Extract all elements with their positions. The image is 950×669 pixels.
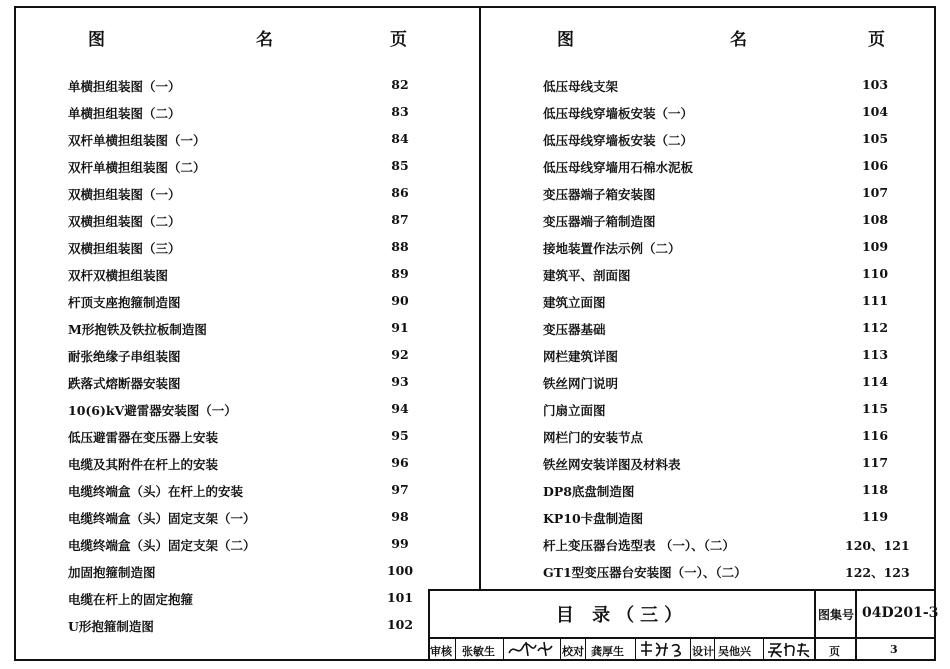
index-row-name: 单横担组装图（二） xyxy=(68,106,181,121)
page-number: 3 xyxy=(890,643,898,656)
review-label: 审核 xyxy=(430,645,452,658)
index-row-page: 88 xyxy=(391,239,409,254)
index-row-name: 低压母线穿墙板安装（一） xyxy=(543,106,694,121)
index-row-page: 117 xyxy=(861,455,889,470)
index-row-name: 耐张绝缘子串组装图 xyxy=(68,349,181,364)
index-row-name: 建筑立面图 xyxy=(543,295,606,310)
cell-sep xyxy=(763,637,764,661)
index-row-name: 双横担组装图（二） xyxy=(68,214,181,229)
index-row-name: 双横担组装图（三） xyxy=(68,241,181,256)
index-row-page: 109 xyxy=(861,239,889,254)
index-row-page: 87 xyxy=(391,212,409,227)
index-row-name: 双杆单横担组装图（一） xyxy=(68,133,206,148)
index-row-page: 100 xyxy=(386,563,414,578)
right-header-ye: 页 xyxy=(868,30,886,50)
atlas-label: 图集号 xyxy=(818,608,855,622)
index-row-name: 跌落式熔断器安装图 xyxy=(68,376,181,391)
index-row-name: U形抱箍制造图 xyxy=(68,619,154,634)
design-signature xyxy=(766,639,812,659)
index-row-page: 108 xyxy=(861,212,889,227)
index-row-name: 10(6)kV避雷器安装图（一） xyxy=(68,403,237,418)
left-header-tu: 图 xyxy=(88,30,106,50)
index-row-name: 低压母线穿墙用石棉水泥板 xyxy=(543,160,694,175)
index-row-page: 98 xyxy=(391,509,409,524)
index-row-page: 95 xyxy=(391,428,409,443)
index-row-name: 变压器端子箱制造图 xyxy=(543,214,656,229)
index-row-name: 低压母线穿墙板安装（二） xyxy=(543,133,694,148)
index-row-name: M形抱铁及铁拉板制造图 xyxy=(68,322,207,337)
review-name: 张敏生 xyxy=(462,645,495,658)
index-row-page: 119 xyxy=(861,509,889,524)
index-row-page: 97 xyxy=(391,482,409,497)
index-row-page: 105 xyxy=(861,131,889,146)
index-row-page: 114 xyxy=(861,374,889,389)
index-row-name: 单横担组装图（一） xyxy=(68,79,181,94)
index-row-name: 双杆双横担组装图 xyxy=(68,268,169,283)
index-row-page: 112 xyxy=(861,320,889,335)
cell-sep xyxy=(560,637,561,661)
check-label: 校对 xyxy=(562,645,584,658)
sheet-title: 目 录（三） xyxy=(555,605,689,626)
index-row-page: 116 xyxy=(861,428,889,443)
index-row-page: 99 xyxy=(391,536,409,551)
index-row-page: 120、121 xyxy=(845,538,910,553)
index-row-name: 电缆及其附件在杆上的安装 xyxy=(68,457,219,472)
index-row-name: 低压母线支架 xyxy=(543,79,619,94)
index-row-name: KP10卡盘制造图 xyxy=(543,511,644,526)
index-row-page: 103 xyxy=(861,77,889,92)
right-header-tu: 图 xyxy=(557,30,575,50)
page-label: 页 xyxy=(829,645,840,658)
title-block-divider-2 xyxy=(855,589,857,661)
index-row-page: 106 xyxy=(861,158,889,173)
index-row-page: 83 xyxy=(391,104,409,119)
review-signature xyxy=(506,639,558,659)
index-row-page: 122、123 xyxy=(845,565,910,580)
index-row-name: DP8底盘制造图 xyxy=(543,484,635,499)
index-row-page: 96 xyxy=(391,455,409,470)
cell-sep xyxy=(455,637,456,661)
index-row-page: 107 xyxy=(861,185,889,200)
index-row-page: 101 xyxy=(386,590,414,605)
index-row-page: 93 xyxy=(391,374,409,389)
index-row-page: 111 xyxy=(861,293,889,308)
index-row-name: 双杆单横担组装图（二） xyxy=(68,160,206,175)
index-row-name: 杆顶支座抱箍制造图 xyxy=(68,295,181,310)
index-row-name: 低压避雷器在变压器上安装 xyxy=(68,430,219,445)
index-row-page: 113 xyxy=(861,347,889,362)
check-signature xyxy=(638,639,688,659)
index-row-page: 92 xyxy=(391,347,409,362)
index-row-name: 电缆在杆上的固定抱箍 xyxy=(68,592,194,607)
index-row-page: 84 xyxy=(391,131,409,146)
design-label: 设计 xyxy=(692,645,714,658)
index-row-page: 85 xyxy=(391,158,409,173)
index-row-name: GT1型变压器台安装图（一）、（二） xyxy=(543,565,747,580)
index-row-name: 建筑平、剖面图 xyxy=(543,268,631,283)
index-row-name: 网栏门的安装节点 xyxy=(543,430,644,445)
index-row-page: 90 xyxy=(391,293,409,308)
index-row-name: 网栏建筑详图 xyxy=(543,349,619,364)
index-row-name: 铁丝网安装详图及材料表 xyxy=(543,457,681,472)
column-divider xyxy=(479,6,481,589)
index-row-page: 102 xyxy=(386,617,414,632)
check-name: 龚厚生 xyxy=(591,645,624,658)
atlas-number: 04D201-3 xyxy=(862,605,939,621)
index-row-page: 82 xyxy=(391,77,409,92)
index-row-page: 110 xyxy=(861,266,889,281)
right-header-ming: 名 xyxy=(730,30,748,50)
design-name: 吴他兴 xyxy=(718,645,751,658)
index-row-name: 电缆终端盒（头）固定支架（一） xyxy=(68,511,256,526)
cell-sep xyxy=(585,637,586,661)
index-row-name: 杆上变压器台选型表 （一）、（二） xyxy=(543,538,735,553)
index-row-page: 104 xyxy=(861,104,889,119)
index-row-page: 86 xyxy=(391,185,409,200)
index-row-page: 118 xyxy=(861,482,889,497)
cell-sep xyxy=(690,637,691,661)
cell-sep xyxy=(714,637,715,661)
index-row-name: 变压器端子箱安装图 xyxy=(543,187,656,202)
index-row-name: 电缆终端盒（头）在杆上的安装 xyxy=(68,484,244,499)
index-row-name: 变压器基础 xyxy=(543,322,606,337)
cell-sep xyxy=(503,637,504,661)
left-header-ming: 名 xyxy=(256,30,274,50)
index-row-page: 89 xyxy=(391,266,409,281)
index-row-page: 115 xyxy=(861,401,889,416)
index-row-page: 94 xyxy=(391,401,409,416)
left-header-ye: 页 xyxy=(390,30,408,50)
index-row-name: 铁丝网门说明 xyxy=(543,376,619,391)
index-row-name: 门扇立面图 xyxy=(543,403,606,418)
index-row-page: 91 xyxy=(391,320,409,335)
title-block-divider xyxy=(814,589,816,661)
index-row-name: 电缆终端盒（头）固定支架（二） xyxy=(68,538,256,553)
cell-sep xyxy=(635,637,636,661)
index-row-name: 双横担组装图（一） xyxy=(68,187,181,202)
index-row-name: 接地装置作法示例（二） xyxy=(543,241,681,256)
index-row-name: 加固抱箍制造图 xyxy=(68,565,156,580)
